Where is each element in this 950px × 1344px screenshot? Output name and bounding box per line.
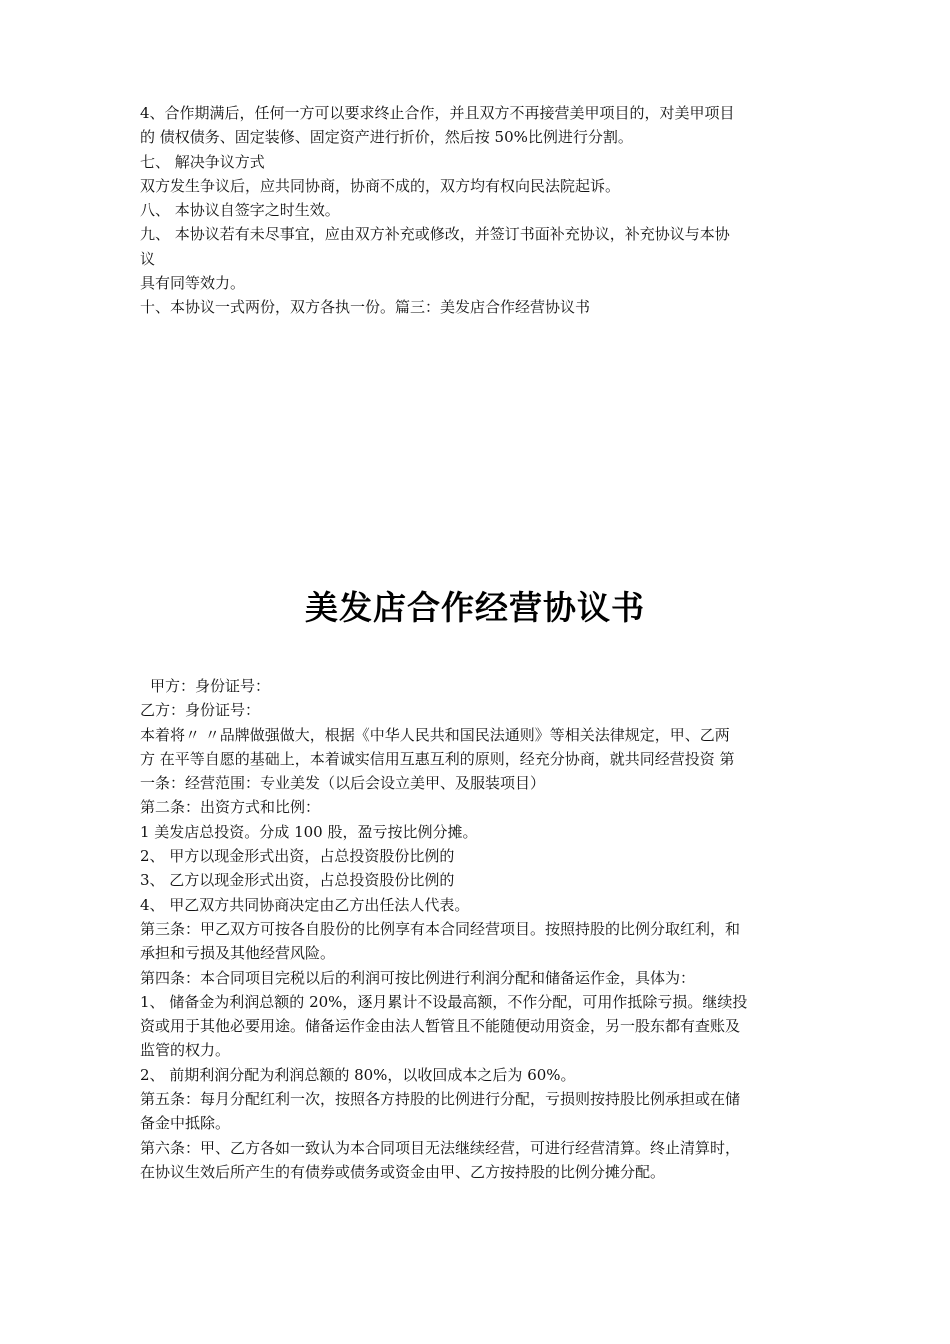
- agreement-body: [140, 674, 830, 1184]
- text-line: 1、 储备金为利润总额的 20%，逐月累计不设最高额，不作分配，可用作抵除亏损。继续投: [140, 992, 748, 1011]
- section-heading: 七、 解决争议方式: [140, 152, 265, 171]
- article-heading: 第三条：甲乙双方可按各自股份的比例享有本合同经营项目。按照持股的比例分取红利，和: [140, 919, 741, 938]
- text-line: 在协议生效后所产生的有债券或债务或资金由甲、乙方按持股的比例分摊分配。: [140, 1162, 666, 1181]
- document-title: 美发店合作经营协议书: [305, 588, 645, 627]
- party-b-line: 乙方：身份证号：: [140, 701, 261, 720]
- text-line: 2、 前期利润分配为利润总额的 80%，以收回成本之后为 60%。: [140, 1065, 576, 1084]
- article-heading: 第四条：本合同项目完税以后的利润可按比例进行利润分配和储备运作金，具体为：: [140, 968, 696, 987]
- text-line: 九、 本协议若有未尽事宜，应由双方补充或修改，并签订书面补充协议，补充协议与本协: [140, 225, 730, 244]
- article-heading: 第六条：甲、乙方各如一致认为本合同项目无法继续经营，可进行经营清算。终止清算时，: [140, 1138, 741, 1157]
- text-line: 3、 乙方以现金形式出资，占总投资股份比例的: [140, 871, 455, 890]
- text-line: 议: [140, 249, 156, 268]
- text-line: 一条：经营范围：专业美发（以后会设立美甲、及服装项目）: [140, 774, 546, 793]
- party-a-line: 甲方：身份证号：: [150, 677, 271, 695]
- text-line: 双方发生争议后，应共同协商，协商不成的，双方均有权向民法院起诉。: [140, 176, 621, 195]
- article-heading: 第五条：每月分配红利一次，按照各方持股的比例进行分配，亏损则按持股比例承担或在储: [140, 1090, 741, 1109]
- article-heading: 第二条：出资方式和比例：: [140, 798, 321, 817]
- previous-section-text: [140, 101, 830, 320]
- text-line: 2、 甲方以现金形式出资，占总投资股份比例的: [140, 847, 455, 866]
- text-line: 的 债权债务、固定装修、固定资产进行折价，然后按 50%比例进行分割。: [140, 128, 633, 147]
- text-line: 4、 甲乙双方共同协商决定由乙方出任法人代表。: [140, 895, 470, 914]
- text-line: 备金中抵除。: [140, 1114, 231, 1133]
- text-line: 承担和亏损及其他经营风险。: [140, 944, 336, 963]
- text-line: 十、本协议一式两份，双方各执一份。篇三：美发店合作经营协议书: [140, 298, 591, 317]
- text-line: 本着将〃 〃品牌做强做大，根据《中华人民共和国民法通则》等相关法律规定，甲、乙两: [140, 725, 730, 744]
- text-line: 具有同等效力。: [140, 274, 246, 293]
- text-line: 1 美发店总投资。分成 100 股，盈亏按比例分摊。: [140, 822, 478, 841]
- text-line: 监管的权力。: [140, 1041, 231, 1060]
- text-line: 方 在平等自愿的基础上，本着诚实信用互惠互利的原则，经充分协商，就共同经营投资 第: [140, 749, 735, 768]
- text-line: 八、 本协议自签字之时生效。: [140, 201, 340, 220]
- text-line: 资或用于其他必要用途。储备运作金由法人暂管且不能随便动用资金，另一股东都有查账及: [140, 1017, 741, 1036]
- text-line: 4、合作期满后，任何一方可以要求终止合作，并且双方不再接营美甲项目的，对美甲项目: [140, 104, 735, 122]
